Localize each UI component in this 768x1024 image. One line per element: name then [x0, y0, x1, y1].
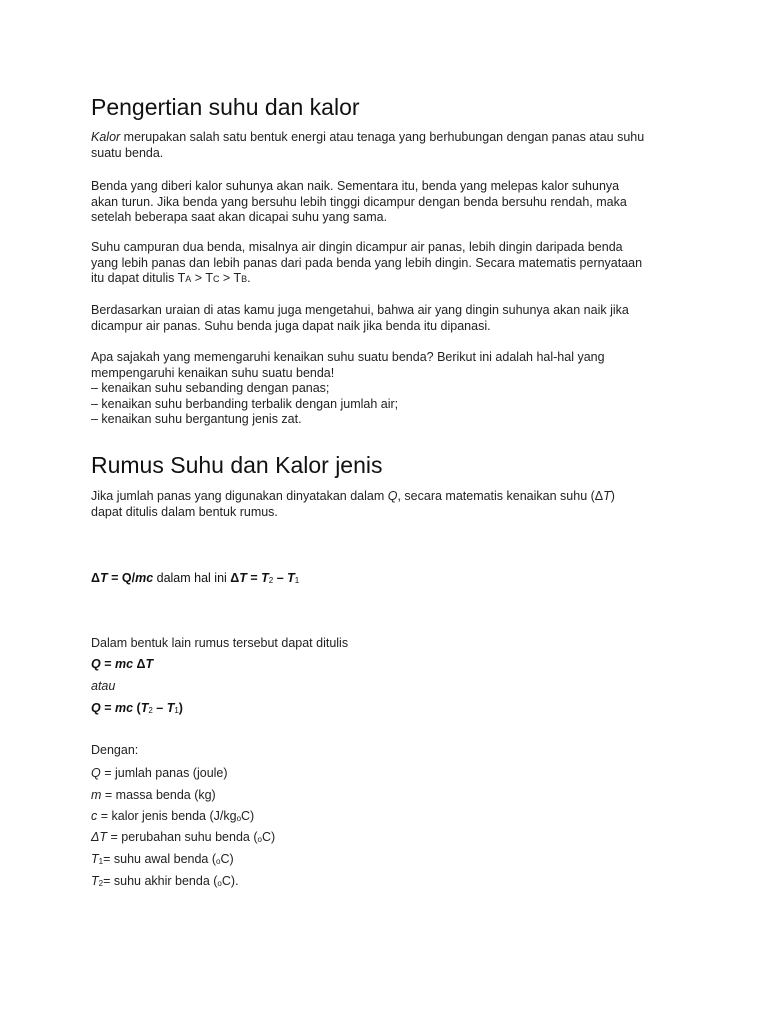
- symbol-t: T: [91, 874, 99, 888]
- punctuation: .: [247, 271, 251, 285]
- term-kalor: Kalor: [91, 130, 121, 144]
- symbol-t: T: [239, 571, 247, 585]
- formula-text: =: [100, 701, 115, 715]
- list-item: – kenaikan suhu sebanding dengan panas;: [91, 381, 330, 395]
- definition-t2: [91, 874, 239, 892]
- symbol-mc: mc: [135, 571, 154, 585]
- formula-q-mc-t2-t1: [91, 701, 183, 719]
- paragraph-rumus-intro: [91, 489, 615, 520]
- symbol-delta: Δ: [136, 657, 146, 671]
- definition-q: [91, 766, 228, 782]
- paragraph-berdasarkan-uraian: [91, 303, 629, 334]
- formula-text: =: [100, 657, 115, 671]
- formula-text: =: [246, 571, 262, 585]
- word-atau: atau: [91, 679, 116, 693]
- inequality: > T: [191, 271, 213, 285]
- definition-m: [91, 788, 216, 804]
- paragraph-line: setelah beberapa saat akan dicapai suhu yang sama.: [91, 210, 388, 224]
- definition-text: = kalor jenis benda (J/kg: [97, 809, 237, 823]
- paragraph-bentuk-lain: Dalam bentuk lain rumus tersebut dapat ditulis: [91, 636, 349, 650]
- subscript: A: [185, 274, 192, 284]
- definition-text: C): [241, 809, 255, 823]
- symbol-t: T: [140, 701, 149, 715]
- subscript: B: [241, 274, 248, 284]
- paragraph-line: itu dapat ditulis T: [91, 271, 186, 285]
- formula-text: (: [133, 701, 141, 715]
- section-heading-rumus: Rumus Suhu dan Kalor jenis: [91, 452, 383, 478]
- degree-mark: o: [216, 857, 221, 866]
- paragraph-line: Benda yang diberi kalor suhunya akan naik. Sementara itu, benda yang melepas kalor suhunya: [91, 179, 620, 193]
- formula-delta-t: [91, 571, 299, 589]
- paragraph-benda-diberi-kalor: [91, 179, 627, 226]
- symbol-mc: mc: [114, 701, 134, 715]
- symbol-delta: Δ: [91, 571, 100, 585]
- paragraph-line: dicampur air panas. Suhu benda juga dapat naik jika benda itu dipanasi.: [91, 318, 491, 333]
- subscript: 2: [268, 576, 274, 585]
- definition-text: = massa benda (kg): [101, 788, 216, 802]
- degree-mark: o: [217, 879, 222, 888]
- symbol-m: m: [91, 788, 102, 802]
- symbol-t: T: [287, 571, 295, 585]
- paragraph-line: Berdasarkan uraian di atas kamu juga mengetahui, bahwa air yang dingin suhunya akan naik jika: [91, 303, 629, 317]
- list-item: – kenaikan suhu berbanding terbalik dengan jumlah air;: [91, 396, 399, 411]
- subscript: 1: [98, 857, 104, 866]
- definition-text: = suhu akhir benda (: [103, 874, 218, 888]
- paragraph-text: ): [610, 489, 615, 503]
- subscript: 2: [148, 706, 153, 715]
- formula-text: dalam hal ini: [153, 571, 231, 585]
- paragraph-line: yang lebih panas dan lebih panas dari pada benda yang lebih dingin. Secara matematis pernyataan: [91, 255, 643, 270]
- subscript: 1: [174, 706, 179, 715]
- paragraph-line: Apa sajakah yang memengaruhi kenaikan suhu suatu benda? Berikut ini adalah hal-hal yang: [91, 350, 605, 364]
- formula-text: = Q/: [107, 571, 136, 585]
- subscript: 2: [98, 879, 104, 888]
- symbol-t: T: [145, 657, 154, 671]
- section-heading-suhu-kalor: Pengertian suhu dan kalor: [91, 94, 360, 120]
- symbol-delta: Δ: [594, 489, 604, 503]
- symbol-t: T: [166, 701, 175, 715]
- paragraph-line: akan turun. Jika benda yang bersuhu lebih tinggi dicampur dengan benda bersuhu rendah, maka: [91, 194, 627, 209]
- definition-text: = perubahan suhu benda (: [107, 830, 258, 844]
- symbol-q: Q: [387, 489, 398, 503]
- definition-delta-t: [91, 830, 275, 848]
- paragraph-suhu-campuran: [91, 240, 642, 288]
- symbol-t: T: [603, 489, 611, 503]
- paragraph-text: merupakan salah satu bentuk energi atau tenaga yang berhubungan dengan panas atau suhu: [120, 130, 645, 144]
- symbol-delta-t: ΔT: [91, 830, 108, 844]
- list-item: – kenaikan suhu bergantung jenis zat.: [91, 412, 302, 426]
- paragraph-text: Jika jumlah panas yang digunakan dinyatakan dalam: [91, 489, 388, 503]
- subscript: 1: [294, 576, 300, 585]
- paragraph-line: mempengaruhi kenaikan suhu suatu benda!: [91, 365, 335, 380]
- definition-c: [91, 809, 254, 827]
- formula-text: –: [273, 571, 288, 585]
- paragraph-text: , secara matematis kenaikan suhu (: [397, 489, 595, 503]
- definition-text: C): [261, 830, 276, 844]
- definition-text: C).: [221, 874, 239, 888]
- symbol-delta: Δ: [230, 571, 240, 585]
- symbol-t: T: [261, 571, 269, 585]
- formula-text: –: [152, 701, 167, 715]
- paragraph-line: Suhu campuran dua benda, misalnya air dingin dicampur air panas, lebih dingin daripada benda: [91, 240, 623, 254]
- symbol-mc: mc: [114, 657, 134, 671]
- formula-text: ): [178, 701, 183, 715]
- definition-text: = suhu awal benda (: [103, 852, 217, 866]
- paragraph-kalor-definition: [91, 130, 644, 161]
- degree-mark: o: [236, 814, 242, 823]
- definition-t1: [91, 852, 234, 870]
- symbol-q: Q: [91, 766, 101, 780]
- inequality: > T: [219, 271, 242, 285]
- label-dengan: Dengan:: [91, 743, 139, 757]
- paragraph-line: dapat ditulis dalam bentuk rumus.: [91, 504, 278, 519]
- definition-text: C): [220, 852, 234, 866]
- paragraph-faktor-kenaikan-suhu: [91, 350, 605, 428]
- symbol-c: c: [91, 809, 98, 823]
- definition-text: = jumlah panas (joule): [100, 766, 228, 780]
- symbol-t: T: [91, 852, 99, 866]
- subscript: C: [212, 274, 220, 284]
- symbol-q: Q: [91, 657, 101, 671]
- symbol-q: Q: [91, 701, 101, 715]
- symbol-t: T: [99, 571, 108, 585]
- formula-q-mc-delta-t: [91, 657, 153, 673]
- degree-mark: o: [257, 835, 262, 844]
- paragraph-text: suatu benda.: [91, 145, 164, 160]
